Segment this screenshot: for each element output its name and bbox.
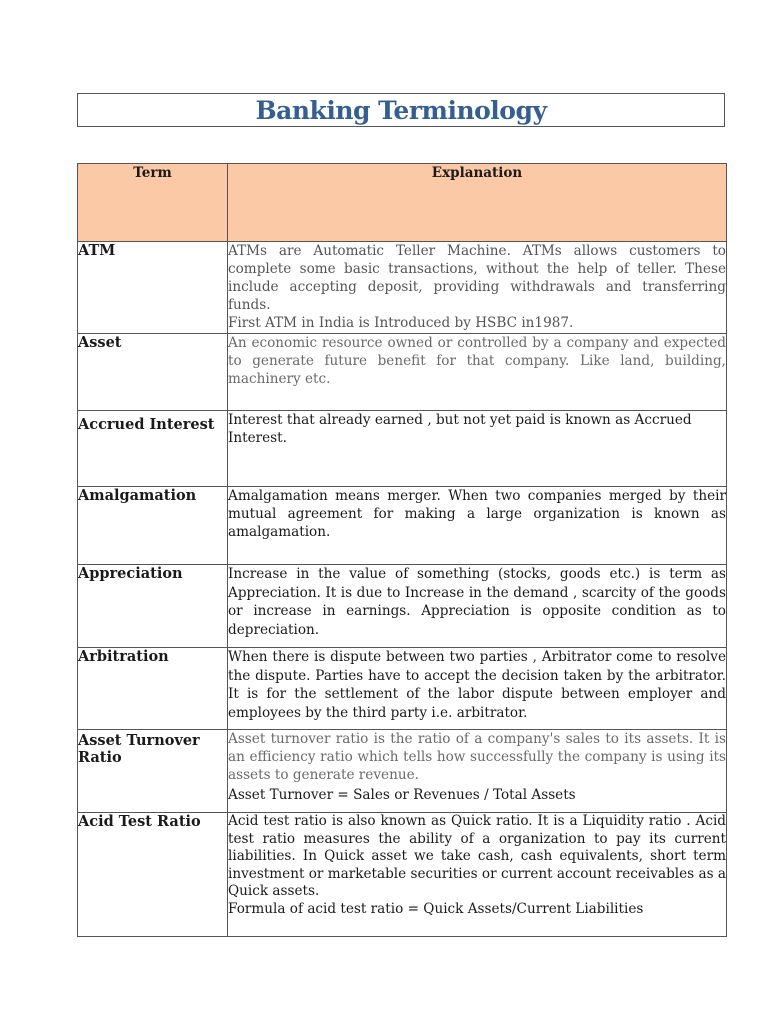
table-header-row <box>78 164 727 242</box>
terminology-table <box>77 163 727 937</box>
explanation-cell <box>228 487 727 565</box>
table-row <box>78 242 727 334</box>
explanation-line: Interest that already earned , but not yet paid is known as Accrued Interest. <box>228 412 692 446</box>
term-cell: ATM <box>78 242 228 334</box>
explanation-line: Formula of acid test ratio = Quick Assets/Current Liabilities <box>228 900 644 917</box>
explanation-line: Asset turnover ratio is the ratio of a company's sales to its assets. It is an efficiency ratio which tells how successfully the company is using its assets to generate revenue. <box>228 731 726 783</box>
table-row <box>78 648 727 730</box>
explanation-line: ATMs are Automatic Teller Machine. ATMs allows customers to complete some basic transactions, without the help of teller. These include accepting deposit, providing withdrawals and transferring funds. <box>228 243 726 313</box>
term-cell: Accrued Interest <box>78 411 228 487</box>
explanation-line: Amalgamation means merger. When two companies merged by their mutual agreement for making a large organization is known as amalgamation. <box>228 488 726 540</box>
header-term: Term <box>78 164 228 242</box>
explanation-cell <box>228 565 727 648</box>
title-box <box>77 93 725 127</box>
explanation-cell <box>228 242 727 334</box>
explanation-cell <box>228 334 727 411</box>
explanation-cell <box>228 648 727 730</box>
explanation-cell <box>228 813 727 937</box>
explanation-line: When there is dispute between two parties , Arbitrator come to resolve the dispute. Parties have to accept the decision taken by the arbitrator. It is for the settlement of the labor dispute between employer and employees by the third party i.e. arbitrator. <box>228 649 726 721</box>
explanation-cell <box>228 730 727 813</box>
explanation-line: Acid test ratio is also known as Quick ratio. It is a Liquidity ratio . Acid test ratio measures the ability of a organization to pay its current liabilities. In Quick asset we take cash, cash equivalents, short term investment or marketable securities or current account receivables as a Quick assets. <box>228 813 726 900</box>
term-cell: Appreciation <box>78 565 228 648</box>
explanation-cell <box>228 411 727 487</box>
table-row <box>78 334 727 411</box>
table-row <box>78 730 727 813</box>
term-cell: Arbitration <box>78 648 228 730</box>
header-explanation: Explanation <box>228 164 727 242</box>
table-row <box>78 565 727 648</box>
explanation-line: Asset Turnover = Sales or Revenues / Total Assets <box>228 787 576 803</box>
term-cell: Asset Turnover Ratio <box>78 730 228 813</box>
table-row <box>78 411 727 487</box>
explanation-line: Increase in the value of something (stocks, goods etc.) is term as Appreciation. It is due to Increase in the demand , scarcity of the goods or increase in earnings. Appreciation is opposite condition as to depreciation. <box>228 566 726 638</box>
table-row <box>78 813 727 937</box>
explanation-line: An economic resource owned or controlled by a company and expected to generate future benefit for that company. Like land, building, machinery etc. <box>228 335 726 387</box>
term-cell: Acid Test Ratio <box>78 813 228 937</box>
term-cell: Amalgamation <box>78 487 228 565</box>
explanation-line: First ATM in India is Introduced by HSBC in1987. <box>228 315 574 331</box>
table-row <box>78 487 727 565</box>
term-cell: Asset <box>78 334 228 411</box>
page-title: Banking Terminology <box>255 96 547 125</box>
